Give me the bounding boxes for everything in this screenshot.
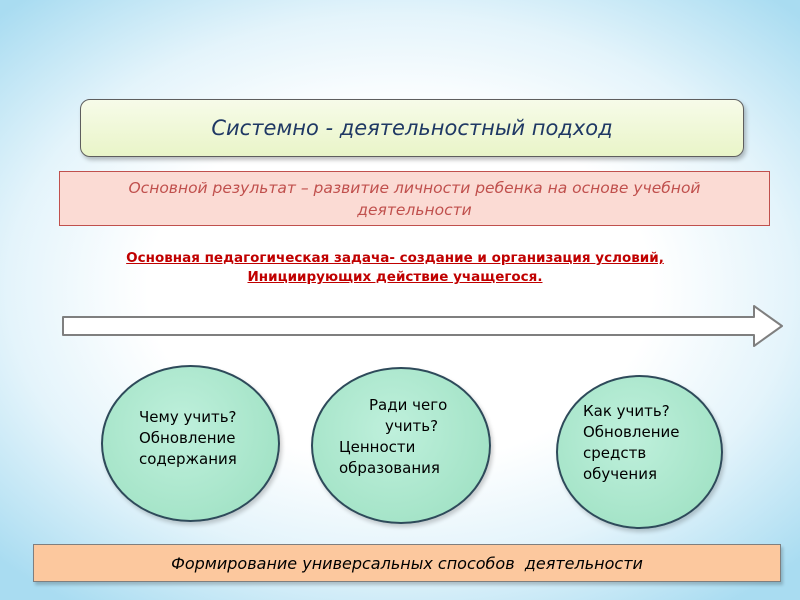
circle-text-line: образования <box>339 459 440 477</box>
circle-text-line: Ради чего <box>369 396 448 414</box>
main-result-box <box>59 171 770 226</box>
right-arrow-icon <box>60 303 786 349</box>
bottom-box <box>33 544 781 582</box>
main-result-line-1: Основной результат – развитие личности ребенка на основе учебной <box>128 178 701 197</box>
pedagogical-task <box>60 249 730 287</box>
main-result-line-2: деятельности <box>357 200 472 219</box>
circle-what-to-teach-text <box>139 407 237 470</box>
circle-why-teach-text <box>339 395 447 479</box>
main-result-text <box>128 177 700 221</box>
pedagogical-task-line-1: Основная педагогическая задача- создание и организация условий, <box>126 250 664 266</box>
pedagogical-task-line-2: Инициирующих действие учащегося. <box>247 269 543 285</box>
circle-text-line: Чему учить? <box>139 408 237 426</box>
circle-text-line: Обновление <box>583 423 680 441</box>
circle-text-line: Обновление <box>139 429 236 447</box>
circle-text-line: учить? <box>385 417 439 435</box>
title-box <box>80 99 744 157</box>
circle-how-to-teach-text <box>583 401 679 485</box>
circle-why-teach <box>311 367 491 524</box>
circle-how-to-teach <box>556 375 723 529</box>
circle-text-line: средств <box>583 444 647 462</box>
circle-text-line: содержания <box>139 450 237 468</box>
circle-text-line: Ценности <box>339 438 416 456</box>
circle-text-line: Как учить? <box>583 402 670 420</box>
circle-text-line: обучения <box>583 465 657 483</box>
circle-what-to-teach <box>101 365 280 522</box>
universal-methods-text: Формирование универсальных способов деятельности <box>171 553 643 573</box>
diagram-title: Системно - деятельностный подход <box>211 116 613 140</box>
